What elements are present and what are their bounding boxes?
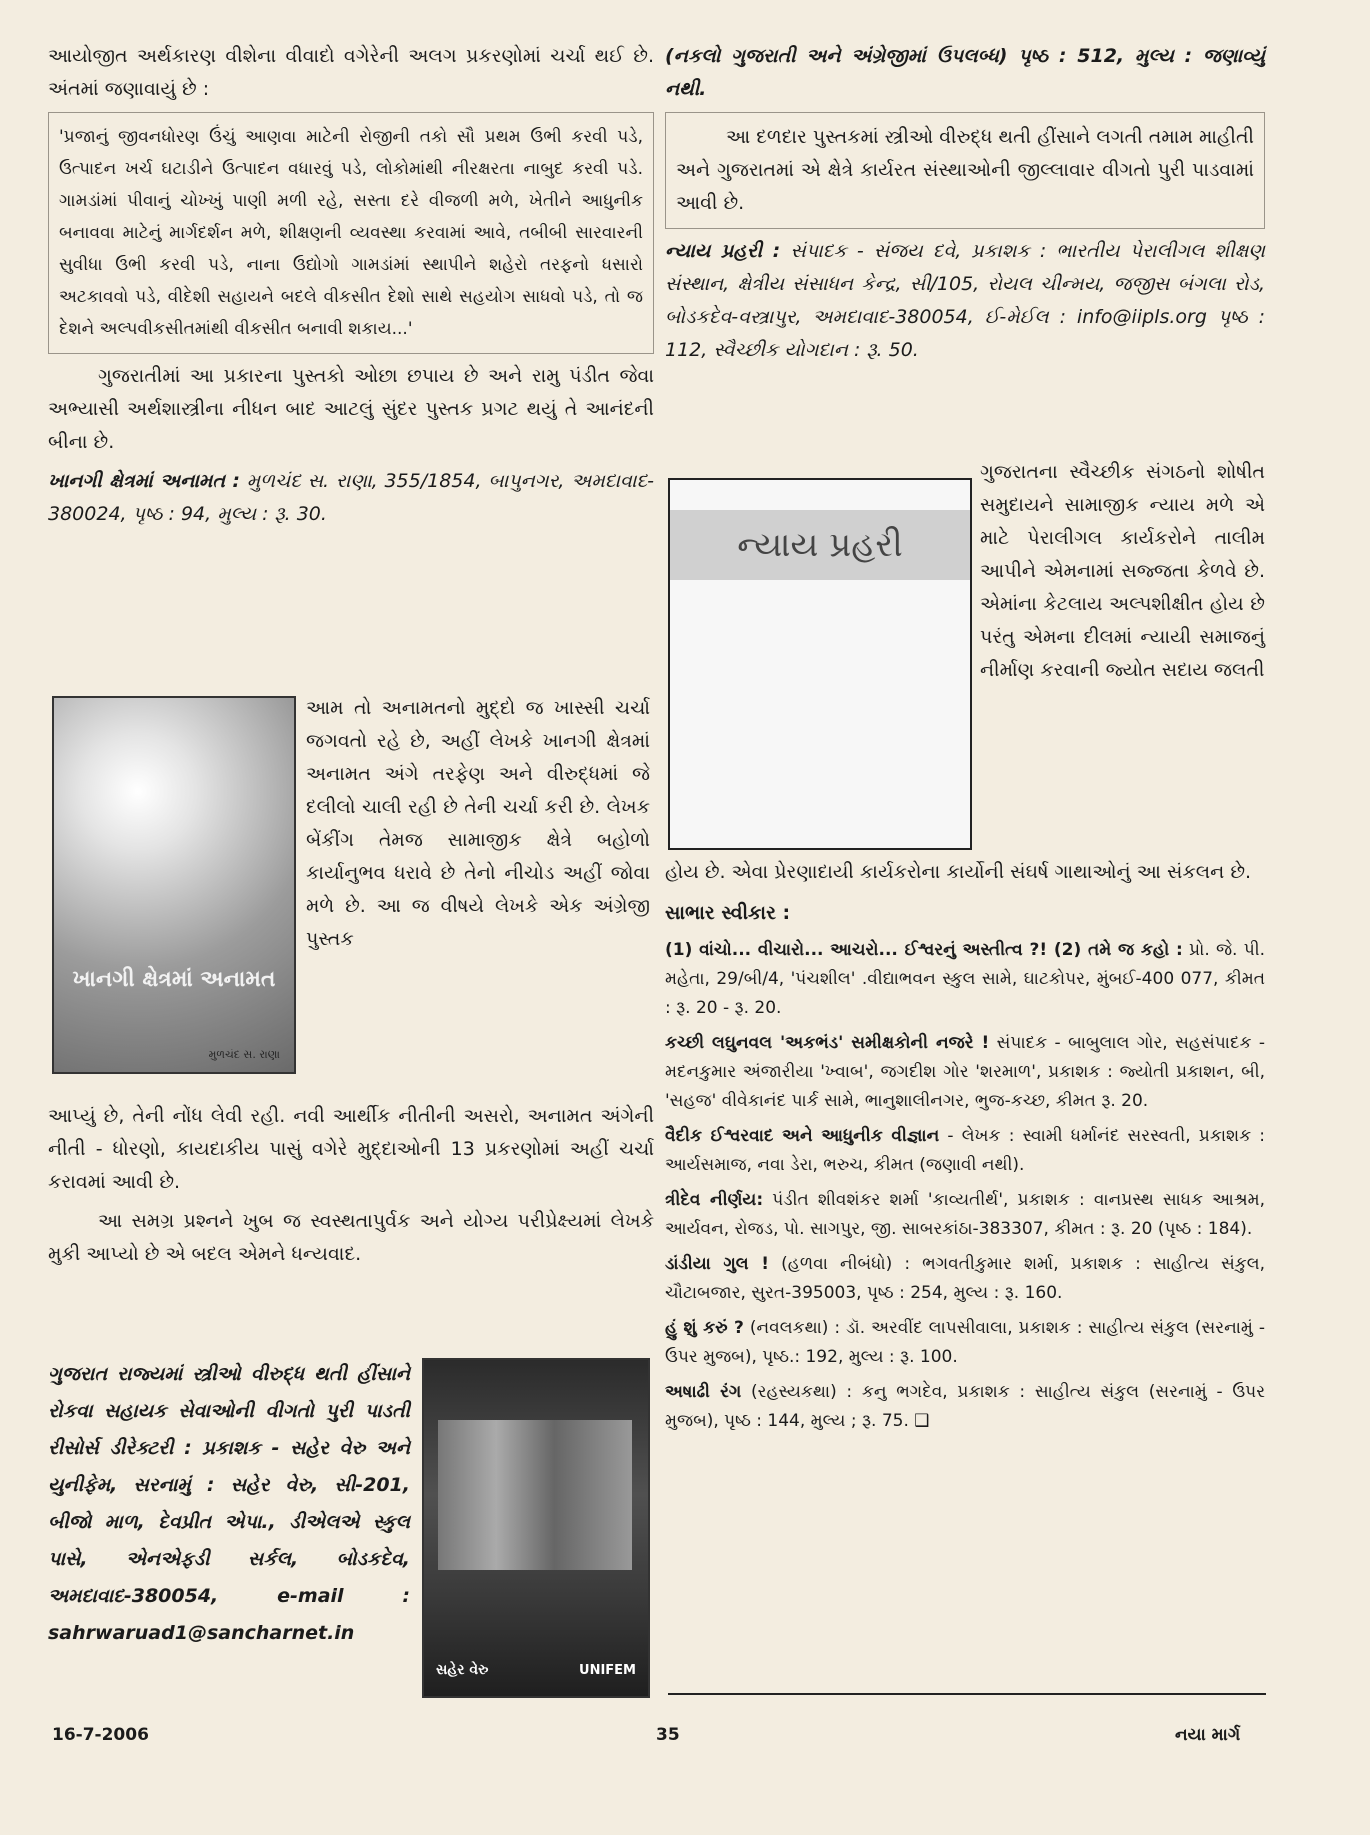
received-entry-details: (નવલકથા) : ડૉ. અરવીંદ લાપસીવાલા, પ્રકાશક : સાહીત્ય સંકુલ (સરનામું - ઉપર મુજબ), પૃષ્ઠ.: 192, મુલ્ય : રૂ. 100. [665,1318,1265,1367]
received-entry-title: અષાઢી રંગ [665,1382,742,1402]
book1-heading: ખાનગી ક્ષેત્રમાં અનામત : [48,470,240,492]
book2-logo-unifem: UNIFEM [579,1663,636,1678]
nyay-prahari-review-text: ગુજરાતના સ્વૈચ્છીક સંગઠનો શોષીત સમુદાયને સામાજીક ન્યાય મળે એ માટે પેરાલીગલ કાર્યકરોને તાલીમ આપીને એમનામાં સજ્જતા કેળવે છે. એમાંના કેટલાય અલ્પશીક્ષીત હોય છે પરંતુ એમના દીલમાં ન્યાયી સમાજનું નીર્માણ કરવાની જ્યોત સદાય જલતી [980,461,1265,681]
received-entry-title: કચ્છી લઘુનવલ 'અકભંડ' સમીક્ષકોની નજરે ! [665,1033,990,1053]
footer-magazine-name: નયા માર્ગ [1175,1725,1241,1745]
received-books-heading: સાભાર સ્વીકાર : [665,902,791,924]
left-column-lower [48,1100,654,1277]
footer-date: 16-7-2006 [52,1725,149,1745]
book1-cover-title: ખાનગી ક્ષેત્રમાં અનામત [72,967,276,992]
right-column [665,40,1265,373]
book2-cover-photo [438,1420,632,1570]
left-column [48,40,654,537]
intro-paragraph: આયોજીત અર્થકારણ વીશેના વીવાદો વગેરેની અલગ પ્રકરણોમાં ચર્ચા થઈ છે. અંતમાં જણાવાયું છે : [48,45,654,100]
nyay-prahari-meta: સંપાદક - સંજય દવે, પ્રકાશક : ભારતીય પેરાલીગલ શીક્ષણ સંસ્થાન, ક્ષેત્રીય સંસાધન કેન્દ્ર, સી/105, રોયલ ચીન્મય, જજીસ બંગલા રોડ, બોડકદેવ-વસ્ત્રાપુર, અમદાવાદ-380054, ઈ-મેઈલ : info@iipls.org પૃષ્ઠ : 112, સ્વૈચ્છીક યોગદાન : રૂ. 50. [665,240,1265,361]
received-entry [665,1314,1265,1372]
book2-citation: ગુજરાત રાજ્યમાં સ્ત્રીઓ વીરુદ્ધ થતી હીંસાને રોકવા સહાયક સેવાઓની વીગતો પુરી પાડતી રીસોર્સ ડીરેક્ટરી : પ્રકાશક - સહેર વેરુ અને યુનીફેમ, સરનામું : સહેર વેરુ, સી-201, બીજો માળ, દેવપ્રીત એપા., ડીએલએ સ્કુલ પાસે, એનએફડી સર્કલ, બોડકદેવ, અમદાવાદ-380054, e-mail : sahrwaruad1@sancharnet.in [48,1363,410,1644]
book1-cover-author: મુળચંદ સ. રાણા [208,1048,280,1061]
book1-review-continued: આપ્યું છે, તેની નોંધ લેવી રહી. નવી આર્થીક નીતીની અસરો, અનામત અંગેની નીતી - ધોરણો, કાયદાકીય પાસું વગેરે મુદ્દાઓની 13 પ્રકરણોમાં અહીં ચર્ચા કરાવમાં આવી છે. [48,1105,654,1193]
received-entry [665,936,1265,1023]
received-entry-details: (હળવા નીબંધો) : ભગવતીકુમાર શર્મા, પ્રકાશક : સાહીત્ય સંકુલ, ચૌટાબજાર, સુરત-395003, પૃષ્ઠ : 254, મુલ્ય : રૂ. 160. [665,1254,1265,1303]
received-entry-details: પ્રો. જે. પી. મહેતા, 29/બી/4, 'પંચશીલ' .વીદ્યાભવન સ્કુલ સામે, ઘાટકોપર, મુંબઈ-400 077, કીમત : રૂ. 20 - રૂ. 20. [665,940,1266,1018]
received-entry-title: હું શું કરું ? [665,1318,744,1338]
nyay-prahari-review-end: હોય છે. એવા પ્રેરણાદાયી કાર્યકરોના કાર્યોની સંઘર્ષ ગાથાઓનું આ સંકલન છે. [665,861,1252,883]
quoted-passage: 'પ્રજાનું જીવનધોરણ ઉંચું આણવા માટેની રોજીની તકો સૌ પ્રથમ ઉભી કરવી પડે, ઉત્પાદન ખર્ચ ઘટાડીને ઉત્પાદન વધારવું પડે, લોકોમાંથી નીરક્ષરતા નાબુદ કરવી પડે. ગામડાંમાં પીવાનું ચોખ્ખું પાણી મળી રહે, સસ્તા દરે વીજળી મળે, ખેતીને આધુનીક બનાવવા માટેનું માર્ગદર્શન મળે, શીક્ષણની વ્યવસ્થા કરવામાં આવે, તબીબી સારવારની સુવીધા ઉભી કરવી પડે, નાના ઉદ્યોગો ગામડાંમાં સ્થાપીને શહેરો તરફનો ધસારો અટકાવવો પડે, વીદેશી સહાયને બદલે વીકસીત દેશો સાથે સહયોગ સાધવો પડે, તો જ દેશને અલ્પવીકસીતમાંથી વીકસીત બનાવી શકાય...' [48,112,654,354]
received-entry [665,1186,1265,1244]
book1-citation [48,465,654,531]
received-entry-title: ડાંડીયા ગુલ ! [665,1254,770,1274]
book1-meta: મુળચંદ સ. રાણા, 355/1854, બાપુનગર, અમદાવાદ- 380024, પૃષ્ઠ : 94, મુલ્ય : રૂ. 30. [48,470,654,525]
received-entry-title: વૈદીક ઈશ્વરવાદ અને આધુનીક વીજ્ઞાન [665,1126,940,1146]
book1-review-text: આમ તો અનામતનો મુદ્દો જ ખાસ્સી ચર્ચા જગવતો રહે છે, અહીં લેખકે ખાનગી ક્ષેત્રમાં અનામત અંગે તરફેણ અને વીરુદ્ધમાં જે દલીલો ચાલી રહી છે તેની ચર્ચા કરી છે. લેખક બેંકીંગ તેમજ સામાજીક ક્ષેત્રે બહોળો કાર્યાનુભવ ધરાવે છે તેનો નીચોડ અહીં જોવા મળે છે. આ જ વીષયે લેખકે એક અંગ્રેજી પુસ્તક [306,697,650,950]
book2-availability-note: (નકલો ગુજરાતી અને અંગ્રેજીમાં ઉપલબ્ધ) પૃષ્ઠ : 512, મુલ્ય : જણાવ્યું નથી. [665,45,1265,100]
received-entry-title: (1) વાંચો... વીચારો... આચરો... ઈશ્વરનું અસ્તીત્વ ?! (2) તમે જ કહો : [665,940,1183,960]
received-entry [665,1029,1265,1116]
book1-cover-image [52,696,296,1074]
nyay-prahari-citation [665,235,1265,367]
book2-cover-image [422,1358,650,1698]
received-entry-details: (રહસ્યકથા) : કનુ ભગદેવ, પ્રકાશક : સાહીત્ય સંકુલ (સરનામું - ઉપર મુજબ), પૃષ્ઠ : 144, મુલ્ય ; રૂ. 75. ❑ [665,1382,1265,1431]
received-entry [665,1122,1265,1180]
footer-page-number: 35 [656,1725,680,1745]
right-column-lower [665,856,1265,1442]
book2-description-box: આ દળદાર પુસ્તકમાં સ્ત્રીઓ વીરુદ્ધ થતી હીંસાને લગતી તમામ માહીતી અને ગુજરાતમાં એ ક્ષેત્રે કાર્યરત સંસ્થાઓની જીલ્લાવાર વીગતો પુરી પાડવામાં આવી છે. [665,112,1265,229]
received-entry-details: સંપાદક - બાબુલાલ ગોર, સહસંપાદક - મદનકુમાર અંજારીયા 'ખ્વાબ', જગદીશ ગોર 'શરમાળ', પ્રકાશક : જ્યોતી પ્રકાશન, બી, 'સહજ' વીવેકાનંદ પાર્ક સામે, ભાનુશાલીનગર, ભુજ-કચ્છ, કીમત રૂ. 20. [665,1033,1266,1111]
received-entry [665,1378,1265,1436]
received-entry-details: - લેખક : સ્વામી ધર્માનંદ સરસ્વતી, પ્રકાશક : આર્યસમાજ, નવા ડેરા, ભરુચ, કીમત (જણાવી નથી). [665,1126,1265,1175]
footer-divider [668,1693,1266,1695]
paragraph-ramu-pandit: ગુજરાતીમાં આ પ્રકારના પુસ્તકો ઓછા છપાય છે અને રામુ પંડીત જેવા અભ્યાસી અર્થશાસ્ત્રીના નીધન બાદ આટલું સુંદર પુસ્તક પ્રગટ થયું તે આનંદની બીના છે. [48,365,654,453]
book1-review-closing: આ સમગ્ર પ્રશ્નને ખુબ જ સ્વસ્થતાપુર્વક અને યોગ્ય પરીપ્રેક્ષ્યમાં લેખકે મુકી આપ્યો છે એ બદલ એમને ધન્યવાદ. [48,1210,654,1265]
received-books-list [665,936,1265,1436]
nyay-prahari-heading: ન્યાય પ્રહરી : [665,240,781,262]
book2-logo-sahr-waru: સહેર વેરુ [436,1662,489,1678]
book3-cover-image [668,478,972,850]
received-entry-title: ત્રીદેવ નીર્ણય: [665,1190,764,1210]
received-entry [665,1250,1265,1308]
received-entry-details: પંડીત શીવશંકર શર્મા 'કાવ્યતીર્થ', પ્રકાશક : વાનપ્રસ્થ સાધક આશ્રમ, આર્યવન, રોજડ, પો. સાગપુર, જી. સાબરકાંઠા-383307, કીમત : રૂ. 20 (પૃષ્ઠ : 184). [665,1190,1266,1239]
book3-cover-title: ન્યાય પ્રહરી [670,510,970,580]
